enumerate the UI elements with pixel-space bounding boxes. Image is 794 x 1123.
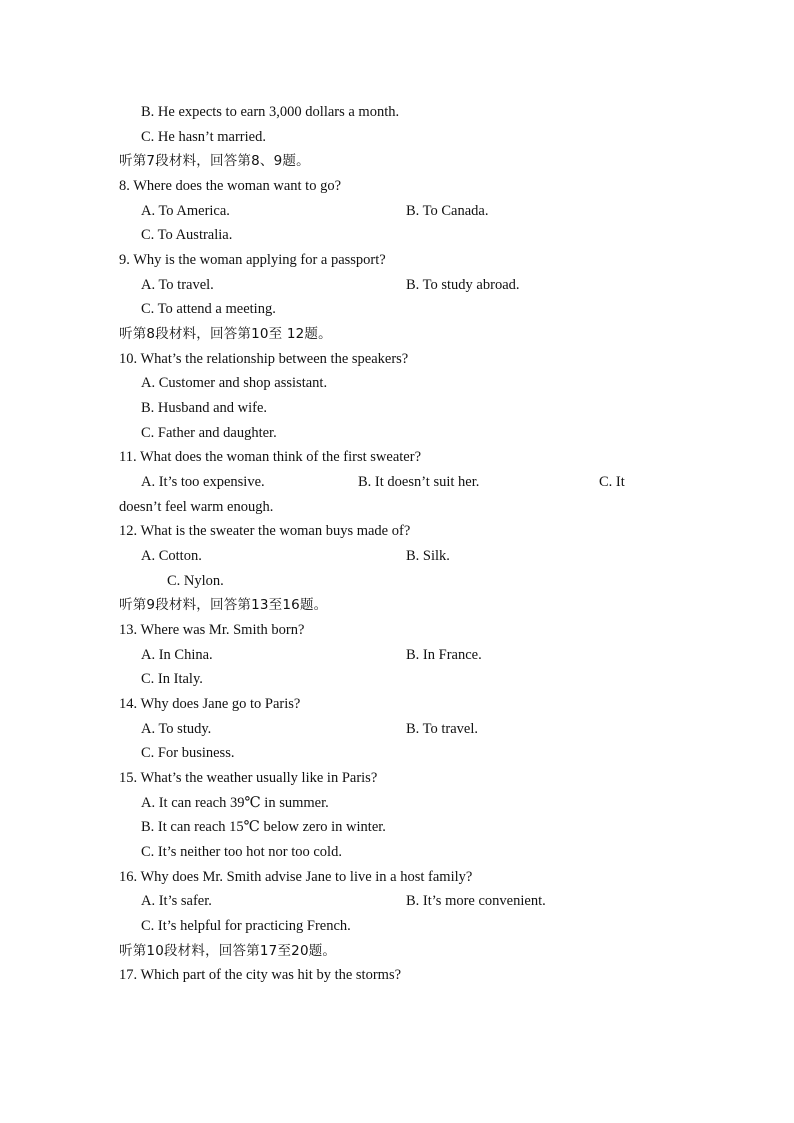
q8-option-c: C. To Australia.: [141, 227, 233, 243]
q11-option-c: C. It: [599, 474, 625, 490]
q13-option-c: C. In Italy.: [141, 671, 203, 687]
q16-option-c: C. It’s helpful for practicing French.: [141, 918, 351, 934]
section-heading-10: 听第10段材料，回答第17至20题。: [119, 943, 337, 959]
q7-option-b: B. He expects to earn 3,000 dollars a month.: [141, 104, 400, 120]
q7-option-c: C. He hasn’t married.: [141, 129, 266, 145]
q9-option-c: C. To attend a meeting.: [141, 301, 276, 317]
question-8: 8. Where does the woman want to go?: [119, 178, 342, 194]
section-heading-9: 听第9段材料，回答第13至16题。: [119, 597, 328, 613]
q11-option-b: B. It doesn’t suit her.: [358, 474, 480, 490]
q11-option-a: A. It’s too expensive.: [141, 474, 265, 490]
q14-option-c: C. For business.: [141, 745, 235, 761]
q15-option-c: C. It’s neither too hot nor too cold.: [141, 844, 342, 860]
q10-option-c: C. Father and daughter.: [141, 425, 277, 441]
question-10: 10. What’s the relationship between the speakers?: [119, 351, 409, 367]
question-11: 11. What does the woman think of the first sweater?: [119, 449, 422, 465]
q8-option-a: A. To America.: [141, 203, 230, 219]
q16-option-b: B. It’s more convenient.: [406, 893, 546, 909]
question-12: 12. What is the sweater the woman buys made of?: [119, 523, 411, 539]
question-16: 16. Why does Mr. Smith advise Jane to live in a host family?: [119, 869, 473, 885]
q11-option-c-continued: doesn’t feel warm enough.: [119, 499, 274, 515]
section-heading-7: 听第7段材料，回答第8、9题。: [119, 153, 310, 169]
q13-option-a: A. In China.: [141, 647, 213, 663]
section-heading-8: 听第8段材料，回答第10至 12题。: [119, 326, 332, 342]
q13-option-b: B. In France.: [406, 647, 482, 663]
q12-option-b: B. Silk.: [406, 548, 450, 564]
q9-option-b: B. To study abroad.: [406, 277, 520, 293]
question-17: 17. Which part of the city was hit by the storms?: [119, 967, 402, 983]
q9-option-a: A. To travel.: [141, 277, 214, 293]
q10-option-a: A. Customer and shop assistant.: [141, 375, 328, 391]
q15-option-a: A. It can reach 39℃ in summer.: [141, 795, 329, 811]
q12-option-a: A. Cotton.: [141, 548, 202, 564]
question-15: 15. What’s the weather usually like in Paris?: [119, 770, 378, 786]
question-13: 13. Where was Mr. Smith born?: [119, 622, 305, 638]
q12-option-c: C. Nylon.: [167, 573, 224, 589]
q15-option-b: B. It can reach 15℃ below zero in winter.: [141, 819, 386, 835]
q14-option-b: B. To travel.: [406, 721, 479, 737]
question-9: 9. Why is the woman applying for a passport?: [119, 252, 386, 268]
q14-option-a: A. To study.: [141, 721, 212, 737]
q8-option-b: B. To Canada.: [406, 203, 489, 219]
q10-option-b: B. Husband and wife.: [141, 400, 268, 416]
q16-option-a: A. It’s safer.: [141, 893, 212, 909]
question-14: 14. Why does Jane go to Paris?: [119, 696, 301, 712]
